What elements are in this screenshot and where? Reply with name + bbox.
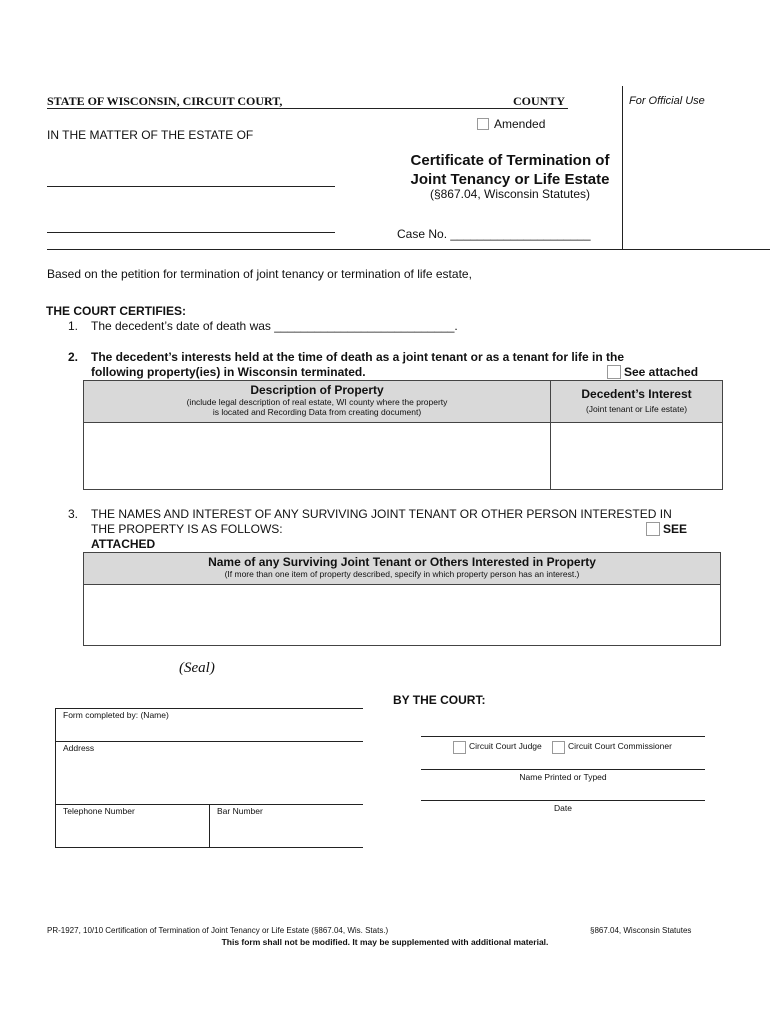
case-number-field[interactable]: Case No. _____________________ — [397, 227, 591, 241]
property-description-subtitle-1: (include legal description of real estate, WI county where the property — [186, 397, 448, 407]
official-use-label: For Official Use — [629, 95, 705, 107]
preparer-box-row1 — [55, 741, 363, 742]
county-label: COUNTY — [513, 94, 566, 108]
circuit-court-commissioner-checkbox[interactable] — [552, 741, 565, 754]
name-printed-line[interactable] — [421, 769, 705, 770]
circuit-court-commissioner-label: Circuit Court Commissioner — [568, 741, 672, 751]
footer-statute: §867.04, Wisconsin Statutes — [590, 926, 692, 935]
decedent-name-line[interactable] — [47, 186, 335, 187]
footer-notice: This form shall not be modified. It may be supplemented with additional material. — [221, 937, 549, 947]
footer-form-id: PR-1927, 10/10 Certification of Termination of Joint Tenancy or Life Estate (§867.04, Wis. Stats.) — [47, 926, 389, 935]
name-printed-label: Name Printed or Typed — [519, 772, 607, 782]
court-line-rule — [47, 108, 568, 109]
item2-see-attached-label: See attached — [624, 365, 699, 379]
property-description-header — [84, 383, 550, 417]
circuit-court-judge-checkbox[interactable] — [453, 741, 466, 754]
intro-text: Based on the petition for termination of joint tenancy or termination of life estate, — [47, 267, 472, 281]
seal-label: (Seal) — [179, 660, 215, 676]
court-certifies-heading: THE COURT CERTIFIES: — [46, 304, 186, 318]
decedent-interest-header — [551, 387, 722, 414]
surviving-tenants-title: Name of any Surviving Joint Tenant or Others Interested in Property — [208, 555, 596, 569]
completed-by-label: Form completed by: (Name) — [63, 710, 169, 720]
telephone-field[interactable] — [56, 818, 208, 846]
surviving-tenants-header — [84, 555, 720, 579]
header-bottom-rule — [47, 249, 770, 250]
completed-by-field[interactable] — [56, 722, 362, 740]
bar-number-field[interactable] — [210, 818, 362, 846]
signature-line[interactable] — [421, 736, 705, 737]
item2-text-line2: following property(ies) in Wisconsin terminated. — [91, 365, 366, 379]
item3-see-label: SEE — [663, 522, 688, 536]
surviving-tenants-cell[interactable] — [84, 585, 720, 645]
amended-label: Amended — [494, 117, 546, 131]
item3-attached-label: ATTACHED — [91, 537, 156, 551]
address-label: Address — [63, 743, 95, 753]
form-title-line1: Certificate of Termination of — [410, 152, 610, 169]
preparer-box-top — [55, 708, 363, 709]
item1-number: 1. — [68, 319, 79, 333]
preparer-box-bottom — [55, 847, 363, 848]
decedent-interest-subtitle: (Joint tenant or Life estate) — [585, 404, 688, 414]
item3-text-line1: THE NAMES AND INTEREST OF ANY SURVIVING JOINT TENANT OR OTHER PERSON INTERESTED IN — [91, 507, 672, 521]
estate-matter-label: IN THE MATTER OF THE ESTATE OF — [47, 128, 254, 142]
item3-text-line2: THE PROPERTY IS AS FOLLOWS: — [91, 522, 283, 536]
telephone-label: Telephone Number — [63, 806, 135, 816]
circuit-court-judge-label: Circuit Court Judge — [469, 741, 542, 751]
preparer-info-box — [55, 708, 363, 847]
date-label: Date — [554, 803, 572, 813]
item2-text-line1: The decedent’s interests held at the time of death as a joint tenant or as a tenant for life in the — [91, 350, 624, 364]
form-statute: (§867.04, Wisconsin Statutes) — [429, 187, 591, 201]
item2-number: 2. — [68, 350, 79, 364]
form-title — [390, 151, 630, 189]
date-of-death-field[interactable]: The decedent’s date of death was ___________________________. — [91, 319, 458, 333]
amended-checkbox[interactable] — [477, 118, 489, 130]
address-field[interactable] — [56, 755, 362, 803]
decedent-name-line-2[interactable] — [47, 232, 335, 233]
property-description-subtitle-2: is located and Recording Data from creating document) — [212, 407, 422, 417]
property-description-cell[interactable] — [84, 423, 550, 489]
decedent-interest-cell[interactable] — [551, 423, 722, 489]
by-the-court-label: BY THE COURT: — [393, 693, 486, 707]
court-line: STATE OF WISCONSIN, CIRCUIT COURT, — [47, 94, 283, 108]
property-table — [83, 380, 723, 490]
item3-number: 3. — [68, 507, 79, 521]
property-description-title: Description of Property — [250, 383, 384, 397]
decedent-interest-title: Decedent’s Interest — [581, 387, 692, 401]
bar-number-label: Bar Number — [217, 806, 263, 816]
item3-see-attached-checkbox[interactable] — [646, 522, 660, 536]
surviving-tenants-table — [83, 552, 721, 646]
item2-see-attached-checkbox[interactable] — [607, 365, 621, 379]
form-title-line2: Joint Tenancy or Life Estate — [410, 171, 610, 188]
surviving-tenants-subtitle: (If more than one item of property described, specify in which property person has an interest.) — [224, 569, 580, 579]
date-line[interactable] — [421, 800, 705, 801]
